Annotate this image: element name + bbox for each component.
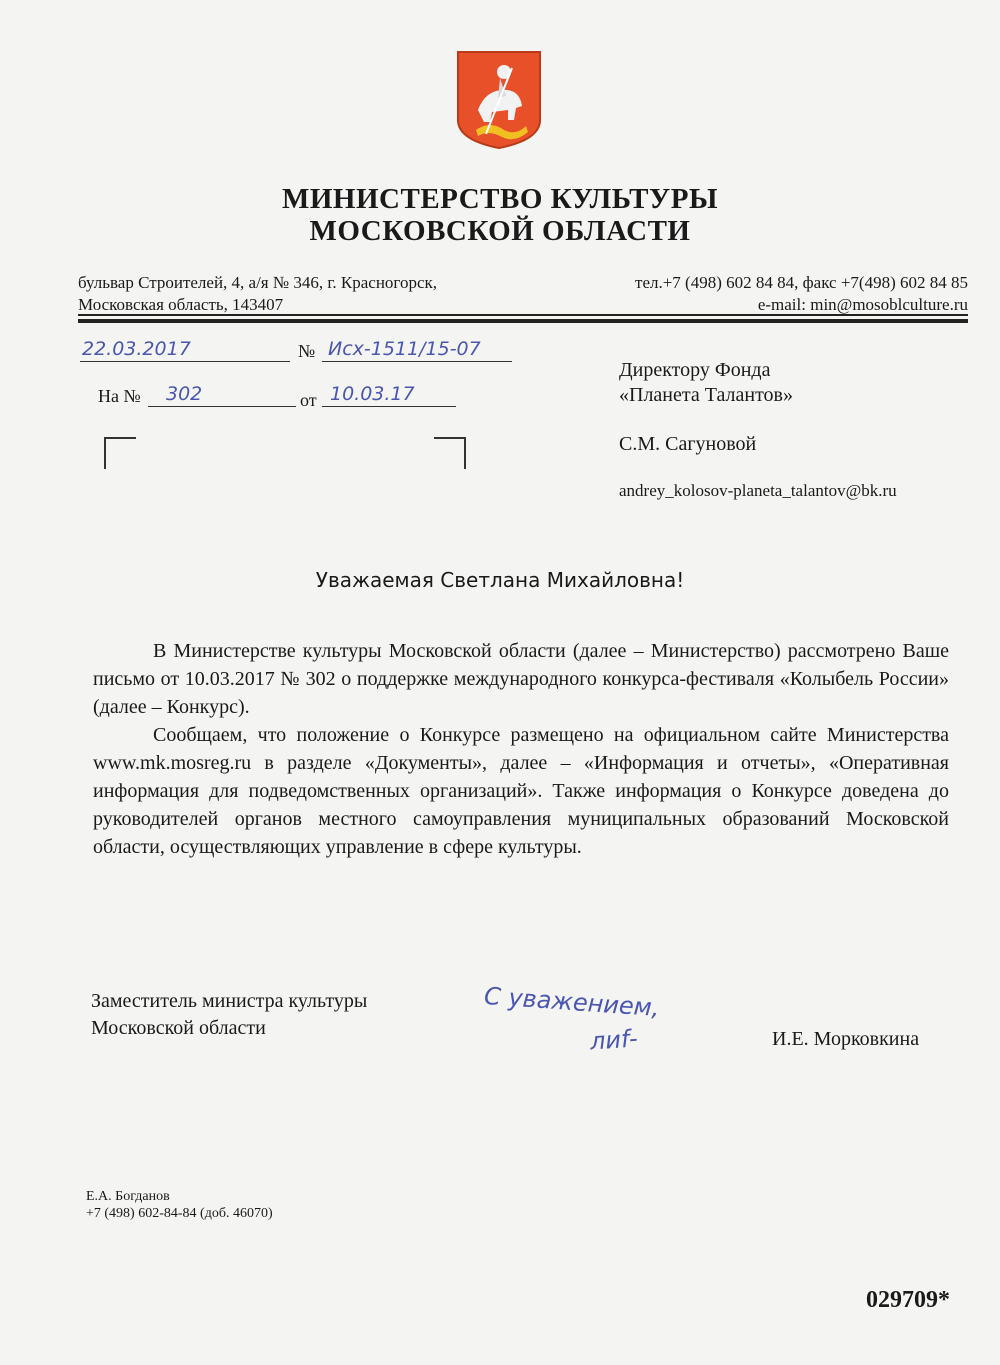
recipient-line2: «Планета Талантов» — [619, 384, 793, 406]
recipient-line1: Директору Фонда — [619, 359, 771, 381]
date-underline — [80, 361, 290, 362]
coat-of-arms-icon — [456, 50, 542, 150]
email-line: e-mail: min@mosoblculture.ru — [757, 295, 968, 314]
position-line1: Заместитель министра культуры — [91, 990, 368, 1012]
address-line1: бульвар Строителей, 4, а/я № 346, г. Красногорск, — [78, 273, 438, 292]
handwritten-note-line2: лиf- — [589, 1024, 639, 1056]
signatory-name: И.Е. Морковкина — [772, 1028, 920, 1050]
corner-mark-left — [104, 437, 136, 469]
letter-body — [93, 637, 949, 861]
executor-phone: +7 (498) 602-84-84 (доб. 46070) — [86, 1206, 273, 1221]
body-paragraph-1: В Министерстве культуры Московской области (далее – Министерство) рассмотрено Ваше письмо от 10.03.2017 № 302 о поддержке международного конкурса-фестиваля «Колыбель России» (далее – Конкурс). — [93, 640, 949, 718]
ref-number: 302 — [166, 383, 203, 405]
header-divider-thin — [78, 314, 968, 316]
number-label: № — [298, 341, 316, 361]
outgoing-number: Исх-1511/15-07 — [328, 338, 481, 360]
recipient-block — [619, 358, 793, 408]
number-underline — [322, 361, 512, 362]
ref-date: 10.03.17 — [330, 383, 415, 405]
document-code: 029709* — [866, 1287, 950, 1313]
greeting: Уважаемая Светлана Михайловна! — [315, 568, 685, 592]
handwritten-note-line1: С уважением, — [483, 981, 661, 1023]
position-line2: Московской области — [91, 1017, 266, 1039]
address-line2: Московская область, 143407 — [78, 295, 284, 314]
ref-date-label: от — [300, 390, 317, 410]
outgoing-date: 22.03.2017 — [82, 338, 191, 360]
recipient-email: andrey_kolosov-planeta_talantov@bk.ru — [619, 481, 897, 500]
header-divider-thick — [78, 319, 968, 323]
corner-mark-right — [434, 437, 466, 469]
ministry-title-line2: МОСКОВСКОЙ ОБЛАСТИ — [309, 215, 691, 247]
signatory-position — [91, 988, 367, 1042]
phone-line: тел.+7 (498) 602 84 84, факс +7(498) 602 84 85 — [635, 273, 968, 292]
body-paragraph-2: Сообщаем, что положение о Конкурсе размещено на официальном сайте Министерства www.mk.mosreg.ru в разделе «Документы», далее – «Информация и отчеты», «Оперативная информация для подведомственных организаций». Также информация о Конкурсе доведена до руководителей органов местного самоуправления муниципальных образований Московской области, осуществляющих управление в сфере культуры. — [93, 724, 949, 858]
ref-label: На № — [98, 386, 141, 406]
executor-block — [86, 1188, 273, 1222]
ref-date-underline — [322, 406, 456, 407]
executor-name: Е.А. Богданов — [86, 1189, 170, 1204]
recipient-name: С.М. Сагуновой — [619, 433, 757, 455]
ref-number-underline — [148, 406, 296, 407]
contacts-block — [635, 272, 968, 316]
ministry-title-line1: МИНИСТЕРСТВО КУЛЬТУРЫ — [282, 183, 718, 215]
address-block — [78, 272, 437, 316]
